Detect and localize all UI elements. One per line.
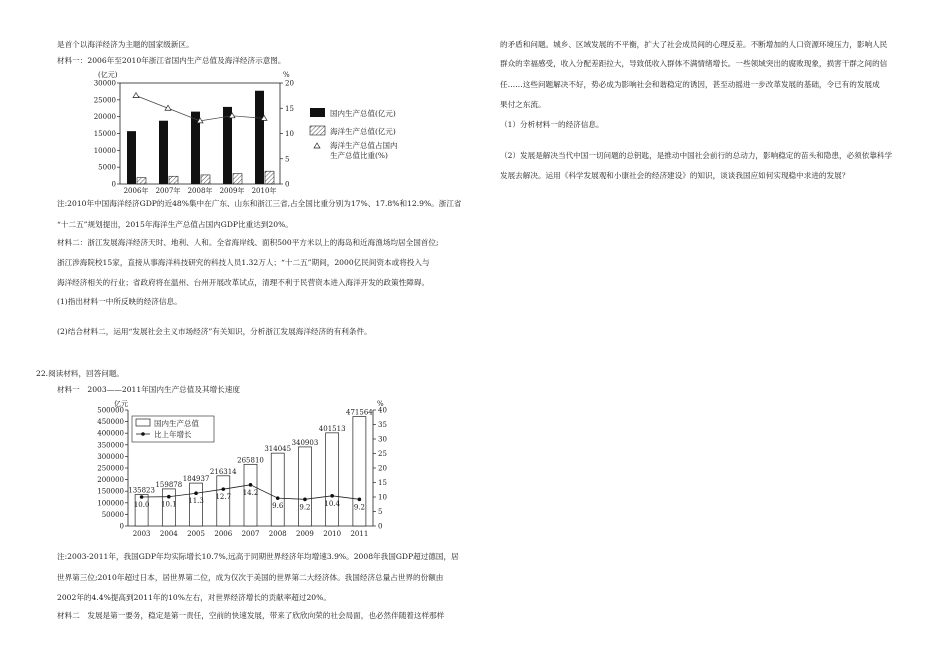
right-question-two-line-2: 发展去解决。运用《科学发展观和小康社会的经济建设》的知识，谈谈我国应如何实现稳中求进的发展？ (500, 171, 850, 180)
y-tick-label: 10000 (93, 146, 116, 155)
growth-point (358, 498, 362, 502)
legend-ratio-marker (314, 143, 320, 148)
legend-gdp-swatch (136, 419, 150, 426)
gdp-bar (255, 91, 264, 184)
bar-value-label: 135823 (128, 486, 155, 495)
y2-tick-label: 40 (378, 406, 387, 415)
china-gdp-chart (68, 398, 408, 546)
growth-value-label: 10.4 (324, 499, 340, 508)
bar-value-label: 471564 (346, 408, 373, 417)
x-tick-label: 2004 (159, 530, 178, 538)
gdp-bar (271, 453, 284, 526)
y2-tick-label: 5 (285, 155, 290, 164)
legend-ratio-label-2: 生产总值比重(%) (330, 151, 388, 160)
bar-value-label: 265810 (237, 456, 264, 465)
right-line-2: 群众的幸福感受，收入分配差距拉大，导致低收入群体不满情绪增长。一些领域突出的腐败现象，损害干群之间的信 (500, 59, 888, 68)
material-two-line-2: 浙江涉海院校15家，直接从事海洋科技研究的科技人员1.32万人；“十二五”期间，2000亿民间资本或将投入与 (57, 258, 430, 267)
y-tick-label: 350000 (97, 441, 124, 450)
growth-point (303, 498, 307, 502)
y2-tick-label: 20 (378, 464, 387, 473)
bar-value-label: 401513 (318, 424, 346, 433)
growth-point (140, 495, 144, 499)
x-tick-label: 2006 (214, 530, 233, 538)
right-question-one: （1）分析材料一的经济信息。 (500, 120, 604, 129)
bar-value-label: 159878 (155, 480, 183, 489)
y2-axis-label: % (283, 71, 290, 79)
y-tick-label: 300000 (97, 452, 124, 461)
y-tick-label: 25000 (93, 96, 116, 105)
x-tick-label: 2006年 (123, 187, 149, 195)
y2-tick-label: 15 (285, 104, 294, 113)
gdp-bar (223, 107, 232, 184)
ocean-gdp-bar (169, 176, 178, 184)
material-two-line-3: 海洋经济相关的行业；省政府将在温州、台州开展改革试点，清理不利于民营资本进入海洋开发的政策性障碍。 (57, 278, 430, 287)
y-tick-label: 250000 (97, 464, 124, 473)
note-two-line-2: 世界第三位;2010年超过日本，居世界第二位，成为仅次于美国的世界第二大经济体。我国经济总量占世界的份额由 (57, 573, 444, 582)
growth-point (330, 494, 334, 498)
y-tick-label: 400000 (97, 429, 124, 438)
note-two-line-3: 2002年的4.4%提高到2011年的10%左右，对世界经济增长的贡献率超过20%。 (57, 593, 331, 602)
growth-value-label: 11.3 (188, 497, 204, 506)
material-two-title: 材料二 发展是第一要务，稳定是第一责任，空前的快速发展，带来了欣欣向荣的社会局面，也必然伴随着这样那样 (57, 611, 445, 620)
bar-value-label: 184937 (182, 475, 210, 484)
y-axis-label: (亿元) (98, 71, 118, 79)
y-tick-label: 20000 (93, 113, 116, 122)
y-axis-label: 亿元 (114, 400, 128, 408)
y-tick-label: 0 (119, 522, 124, 531)
y2-tick-label: 30 (378, 435, 387, 444)
growth-value-label: 14.2 (242, 488, 259, 497)
bar-value-label: 314045 (264, 445, 292, 454)
x-tick-label: 2007年 (155, 187, 181, 195)
x-tick-label: 2007 (241, 530, 260, 538)
right-line-4: 果付之东流。 (500, 100, 546, 109)
ocean-gdp-bar (265, 171, 274, 184)
legend-ratio-label-1: 海洋生产总值占国内 (330, 141, 398, 150)
intro-text: 是首个以海洋经济为主题的国家级新区。 (57, 40, 194, 49)
y-tick-label: 450000 (97, 418, 124, 427)
y2-axis-label: % (377, 400, 384, 408)
right-line-3: 任……这些问题解决不好，势必成为影响社会和谐稳定的诱因，甚至动摇进一步改革发展的基础，令已有的发展成 (500, 80, 880, 89)
growth-value-label: 9.2 (353, 503, 365, 512)
y-tick-label: 150000 (97, 487, 124, 496)
material-one-title: 材料一：2006年至2010年浙江省国内生产总值及海洋经济示意图。 (57, 56, 286, 65)
legend-ocean-label: 海洋生产总值(亿元) (330, 127, 396, 136)
x-tick-label: 2009 (296, 530, 314, 538)
y-tick-label: 15000 (93, 130, 116, 138)
x-tick-label: 2008年 (187, 187, 213, 195)
growth-value-label: 12.7 (215, 493, 232, 502)
note-one-line-1: 注:2010年中国海洋经济GDP的近48%集中在广东、山东和浙江三省,占全国比重分别为17%、17.8%和12.9%。浙江省 (57, 199, 462, 208)
growth-point (194, 491, 198, 495)
note-two-line-1: 注:2003-2011年，我国GDP年均实际增长10.7%,远高于同期世界经济年均增速3.9%。2008年我国GDP超过德国，居 (57, 552, 459, 561)
question-22-heading: 22.阅读材料，回答问题。 (36, 369, 125, 378)
growth-point (249, 483, 253, 487)
x-tick-label: 2009年 (219, 187, 245, 195)
x-tick-label: 2005 (187, 530, 205, 538)
gdp-bar (127, 131, 136, 184)
y2-tick-label: 10 (285, 130, 294, 138)
growth-point (167, 495, 171, 499)
question-two: (2)结合材料二，运用“发展社会主义市场经济”有关知识，分析浙江发展海洋经济的有利条件。 (57, 327, 372, 336)
growth-value-label: 10.0 (133, 501, 150, 509)
question-one: (1)指出材料一中所反映的经济信息。 (57, 297, 182, 306)
y-tick-label: 100000 (97, 499, 124, 508)
y2-tick-label: 25 (378, 450, 387, 458)
legend-gdp-label: 国内生产总值 (154, 419, 199, 428)
gdp-bar (326, 433, 339, 526)
growth-value-label: 9.6 (272, 502, 284, 511)
bar-value-label: 216314 (209, 467, 237, 476)
y2-tick-label: 35 (378, 421, 387, 429)
y2-tick-label: 0 (285, 180, 290, 189)
legend-growth-label: 比上年增长 (154, 430, 192, 439)
zhejiang-gdp-chart (60, 68, 400, 196)
material-two-line-1: 材料二：浙江发展海洋经济天时、地利、人和。全省海岸线、面积500平方米以上的海岛和近海渔场均居全国首位; (57, 238, 439, 247)
y-tick-label: 5000 (98, 163, 116, 172)
bar-value-label: 340903 (291, 438, 319, 447)
ocean-gdp-bar (233, 174, 242, 184)
x-tick-label: 2010 (323, 530, 342, 538)
y-tick-label: 50000 (101, 510, 124, 519)
note-one-line-2: “十二五”规划提出，2015年海洋生产总值占国内GDP比重达到20%。 (57, 220, 293, 229)
y2-tick-label: 20 (285, 79, 294, 88)
y-tick-label: 500000 (97, 406, 124, 415)
y-tick-label: 0 (111, 180, 116, 189)
legend-growth-marker (141, 432, 145, 436)
y2-tick-label: 10 (378, 493, 387, 502)
legend-ocean-swatch (310, 126, 325, 135)
growth-point (221, 487, 225, 491)
ocean-gdp-bar (201, 175, 210, 184)
ratio-point (133, 93, 139, 98)
x-tick-label: 2010年 (251, 187, 277, 195)
ocean-gdp-bar (137, 178, 146, 184)
x-tick-label: 2008 (268, 530, 287, 538)
x-tick-label: 2003 (132, 530, 151, 538)
growth-value-label: 10.1 (161, 500, 177, 509)
legend-gdp-label: 国内生产总值(亿元) (330, 109, 396, 118)
gdp-bar (135, 494, 148, 526)
right-question-two-line-1: （2）发展是解决当代中国一切问题的总钥匙，是推动中国社会前行的总动力，影响稳定的苗头和隐患，必须依靠科学 (500, 151, 893, 160)
gdp-bar (298, 447, 311, 526)
growth-value-label: 9.2 (299, 503, 311, 512)
y-tick-label: 200000 (97, 476, 124, 485)
growth-point (276, 496, 280, 500)
x-tick-label: 2011 (350, 530, 369, 538)
y2-tick-label: 0 (378, 522, 383, 531)
gdp-bar (159, 121, 168, 184)
material-one-title-2: 材料一 2003——2011年国内生产总值及其增长速度 (57, 385, 240, 394)
legend-gdp-swatch (310, 108, 325, 117)
y2-tick-label: 5 (378, 508, 383, 516)
right-line-1: 的矛盾和问题。城乡、区域发展的不平衡，扩大了社会成员间的心理反差。不断增加的人口资源环境压力，影响人民 (500, 40, 888, 49)
y2-tick-label: 15 (378, 479, 387, 487)
y-tick-label: 30000 (93, 79, 116, 88)
